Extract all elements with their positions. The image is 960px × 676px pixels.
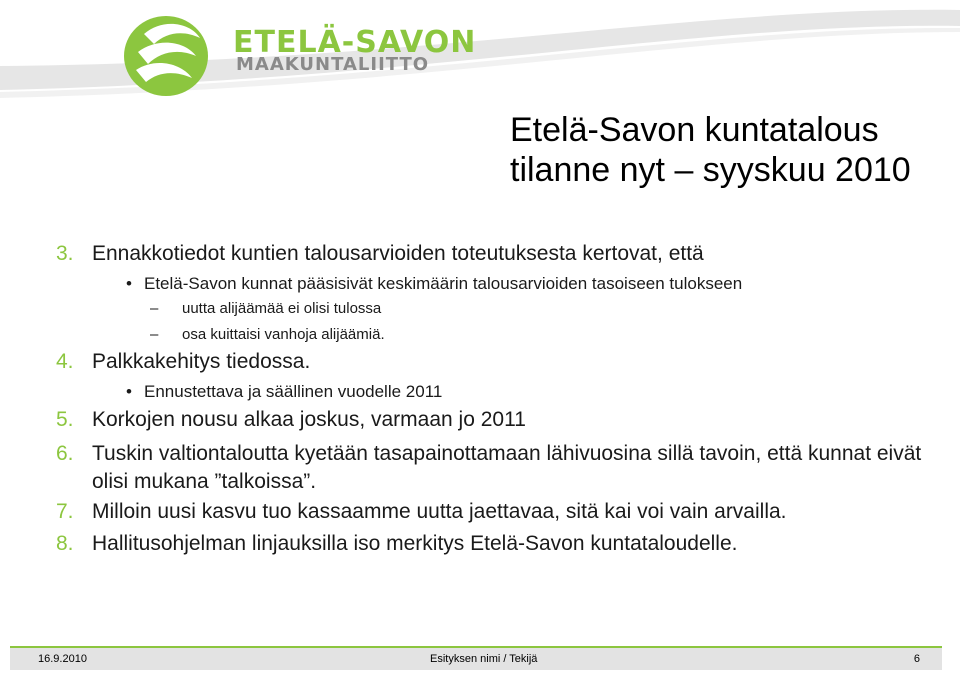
dash-item — [150, 298, 381, 320]
item-number: 3. — [56, 242, 74, 265]
page-number: 6 — [913, 653, 920, 665]
slide-title-line1: Etelä-Savon kuntatalous — [510, 111, 879, 149]
bullet-icon: • — [126, 274, 132, 293]
slide-footer — [10, 646, 942, 670]
item-number: 4. — [56, 350, 74, 373]
list-item — [56, 440, 936, 496]
item-text: Palkkakehitys tiedossa. — [92, 350, 311, 373]
maakuntaliitto-logo-icon — [110, 8, 222, 104]
item-text: Etelä-Savon kunnat pääsisivät keskimäärin talousarvioiden tasoiseen tulokseen — [144, 274, 743, 293]
item-text: Hallitusohjelman linjauksilla iso merkitys Etelä-Savon kuntataloudelle. — [92, 532, 738, 555]
item-number: 6. — [56, 442, 74, 465]
slide-title — [510, 110, 911, 190]
brand-name-line1: ETELÄ-SAVON — [233, 25, 477, 60]
item-text: osa kuittaisi vanhoja alijäämiä. — [182, 326, 385, 343]
brand-name-line2: MAAKUNTALIITTO — [236, 54, 430, 75]
item-number: 8. — [56, 532, 74, 555]
item-text: Korkojen nousu alkaa joskus, varmaan jo 2011 — [92, 408, 526, 431]
bullet-item — [126, 380, 442, 404]
bullet-item — [126, 272, 742, 296]
item-number: 7. — [56, 500, 74, 523]
item-text: Ennustettava ja säällinen vuodelle 2011 — [144, 382, 443, 401]
footer-date: 16.9.2010 — [38, 653, 87, 665]
item-text: Ennakkotiedot kuntien talousarvioiden toteutuksesta kertovat, että — [92, 242, 704, 265]
bullet-icon: • — [126, 382, 132, 401]
dash-icon: – — [150, 300, 159, 317]
list-item — [56, 498, 936, 526]
dash-icon: – — [150, 326, 159, 343]
slide-title-line2: tilanne nyt – syyskuu 2010 — [510, 151, 911, 189]
list-item — [56, 348, 936, 376]
item-text: uutta alijäämää ei olisi tulossa — [182, 300, 382, 317]
list-item — [56, 406, 936, 434]
item-text: Tuskin valtiontaloutta kyetään tasapainottamaan lähivuosina sillä tavoin, että kunnat eivät olisi mukana ”talkoissa”. — [92, 442, 922, 493]
item-number: 5. — [56, 408, 74, 431]
item-text: Milloin uusi kasvu tuo kassaamme uutta jaettavaa, sitä kai voi vain arvailla. — [92, 500, 787, 523]
list-item — [56, 240, 936, 268]
list-item — [56, 530, 936, 558]
dash-item — [150, 324, 385, 346]
footer-presenter: Esityksen nimi / Tekijä — [430, 653, 538, 665]
